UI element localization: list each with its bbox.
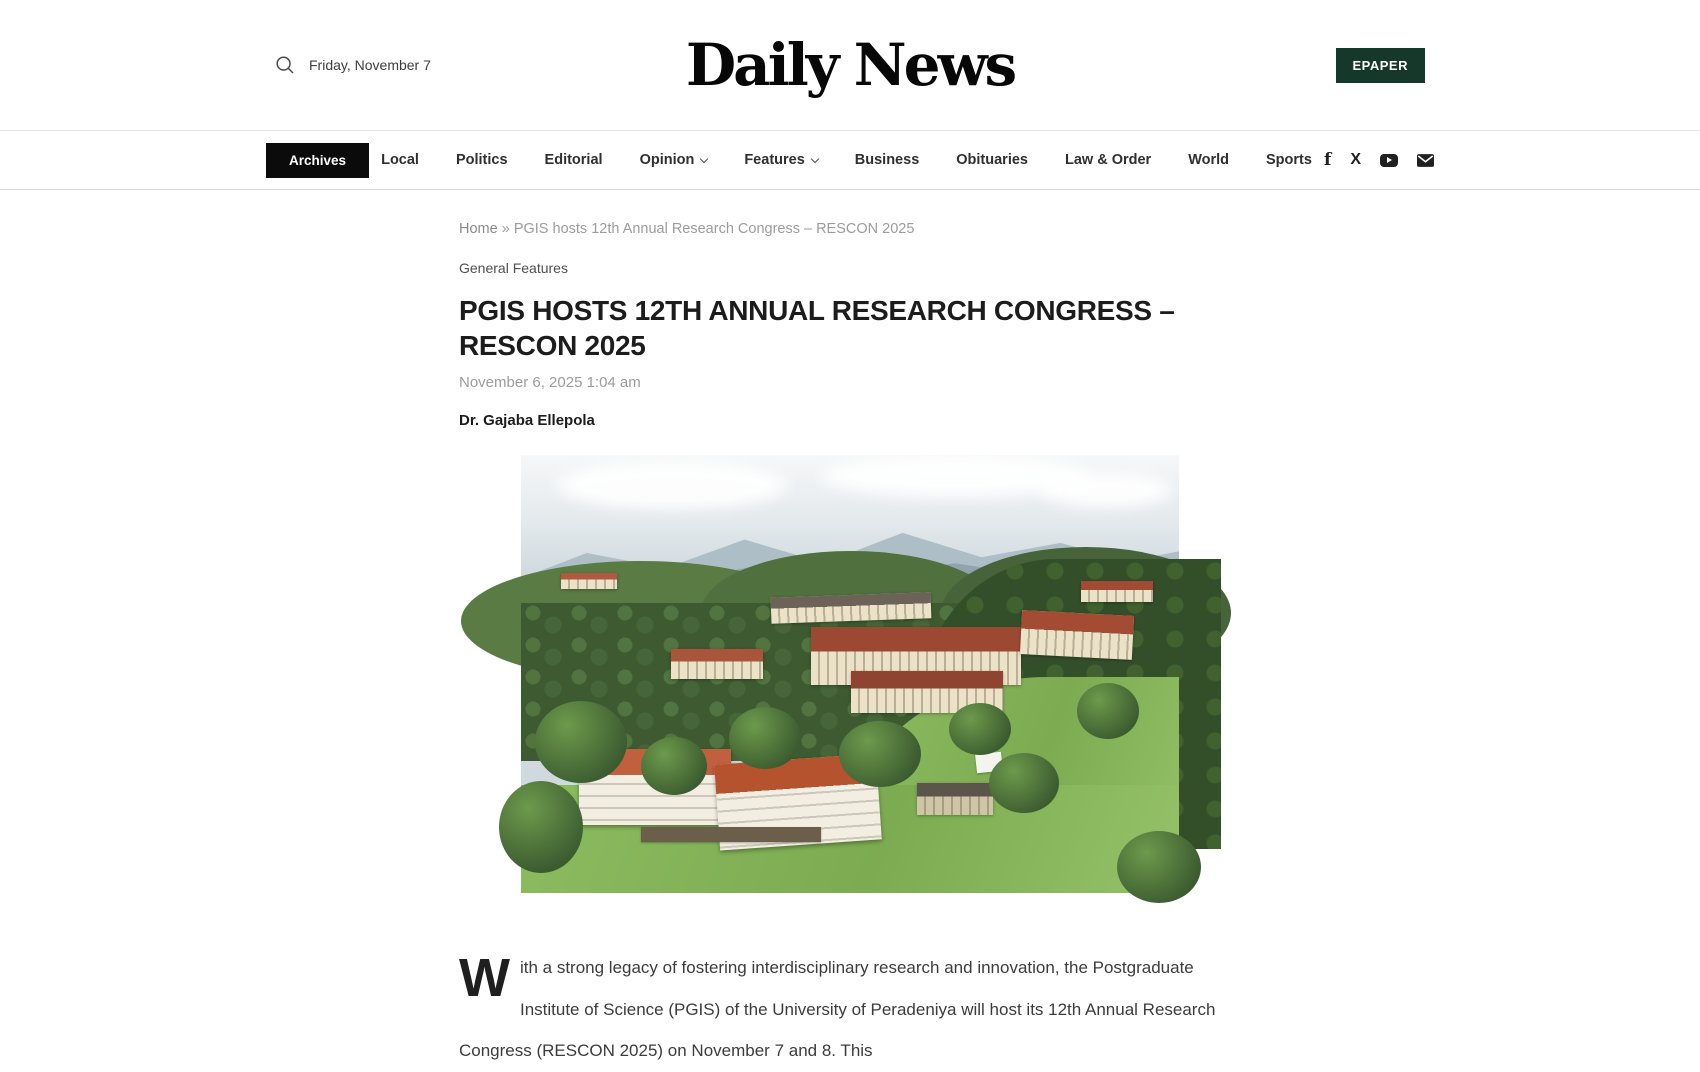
nav-item-editorial[interactable]: Editorial	[544, 152, 603, 168]
nav-item-sports[interactable]: Sports	[1266, 152, 1312, 168]
email-icon[interactable]	[1417, 154, 1434, 167]
hero-tree	[729, 707, 801, 769]
hero-cloud	[557, 461, 787, 509]
article-hero-image	[521, 455, 1179, 893]
nav-item-business[interactable]: Business	[854, 152, 920, 168]
site-header	[0, 0, 1700, 131]
hero-tree	[499, 781, 583, 873]
hero-tree	[1117, 831, 1201, 903]
hero-tree	[535, 701, 627, 783]
facebook-icon[interactable]: f	[1324, 149, 1332, 170]
nav-menu	[369, 152, 1324, 168]
hero-building	[671, 649, 763, 679]
x-twitter-icon[interactable]: X	[1350, 151, 1361, 168]
nav-item-features[interactable]: Features	[744, 152, 817, 168]
nav-item-world[interactable]: World	[1188, 152, 1230, 168]
nav-item-law-order[interactable]: Law & Order	[1064, 152, 1152, 168]
main-navbar	[0, 131, 1700, 190]
hero-tree	[641, 737, 707, 795]
breadcrumb-home-link[interactable]: Home	[459, 221, 498, 237]
header-inner	[275, 0, 1425, 130]
chevron-down-icon	[811, 154, 819, 162]
paragraph-text: ith a strong legacy of fostering interdisciplinary research and innovation, the Postgraduate Institute of Science (PGIS) of the University of Peradeniya will host its 12th Annual Research Congress (RESCON 2025) on November 7 and 8. This	[459, 958, 1216, 1061]
nav-item-obituaries[interactable]: Obituaries	[956, 152, 1028, 168]
nav-item-politics[interactable]: Politics	[455, 152, 508, 168]
youtube-icon[interactable]	[1380, 154, 1398, 167]
drop-cap: W	[459, 948, 510, 1008]
search-bar[interactable]	[275, 55, 575, 75]
article-paragraph	[459, 947, 1241, 1072]
epaper-button[interactable]: EPAPER	[1336, 48, 1426, 83]
category-link[interactable]: General Features	[459, 260, 568, 276]
article-main	[459, 221, 1241, 1072]
hero-tree	[1077, 683, 1139, 739]
chevron-down-icon	[700, 154, 708, 162]
breadcrumb-current: PGIS hosts 12th Annual Research Congress – RESCON 2025	[513, 221, 915, 237]
author-name[interactable]: Dr. Gajaba Ellepola	[459, 412, 595, 429]
breadcrumb	[459, 221, 1241, 237]
hero-tree	[839, 721, 921, 787]
nav-item-opinion[interactable]: Opinion	[640, 152, 708, 168]
nav-inner	[266, 131, 1434, 189]
site-logo[interactable]: Daily News	[685, 31, 1015, 99]
publish-date: November 6, 2025 1:04 am	[459, 374, 641, 391]
hero-cloud	[1041, 473, 1171, 507]
hero-tree	[989, 753, 1059, 813]
hero-building	[561, 573, 617, 589]
hero-building	[1020, 610, 1134, 660]
nav-item-local[interactable]: Local	[381, 152, 419, 168]
breadcrumb-separator: »	[501, 221, 510, 237]
header-date: Friday, November 7	[309, 57, 431, 73]
hero-shed	[641, 827, 821, 842]
hero-tree	[949, 703, 1011, 755]
hero-pavilion	[917, 783, 993, 815]
article-title: PGIS HOSTS 12TH ANNUAL RESEARCH CONGRESS – RESCON 2025	[459, 295, 1175, 361]
archives-button[interactable]: Archives	[266, 143, 369, 178]
social-icons	[1324, 149, 1434, 170]
search-icon[interactable]	[275, 55, 295, 75]
hero-building	[1081, 581, 1153, 602]
